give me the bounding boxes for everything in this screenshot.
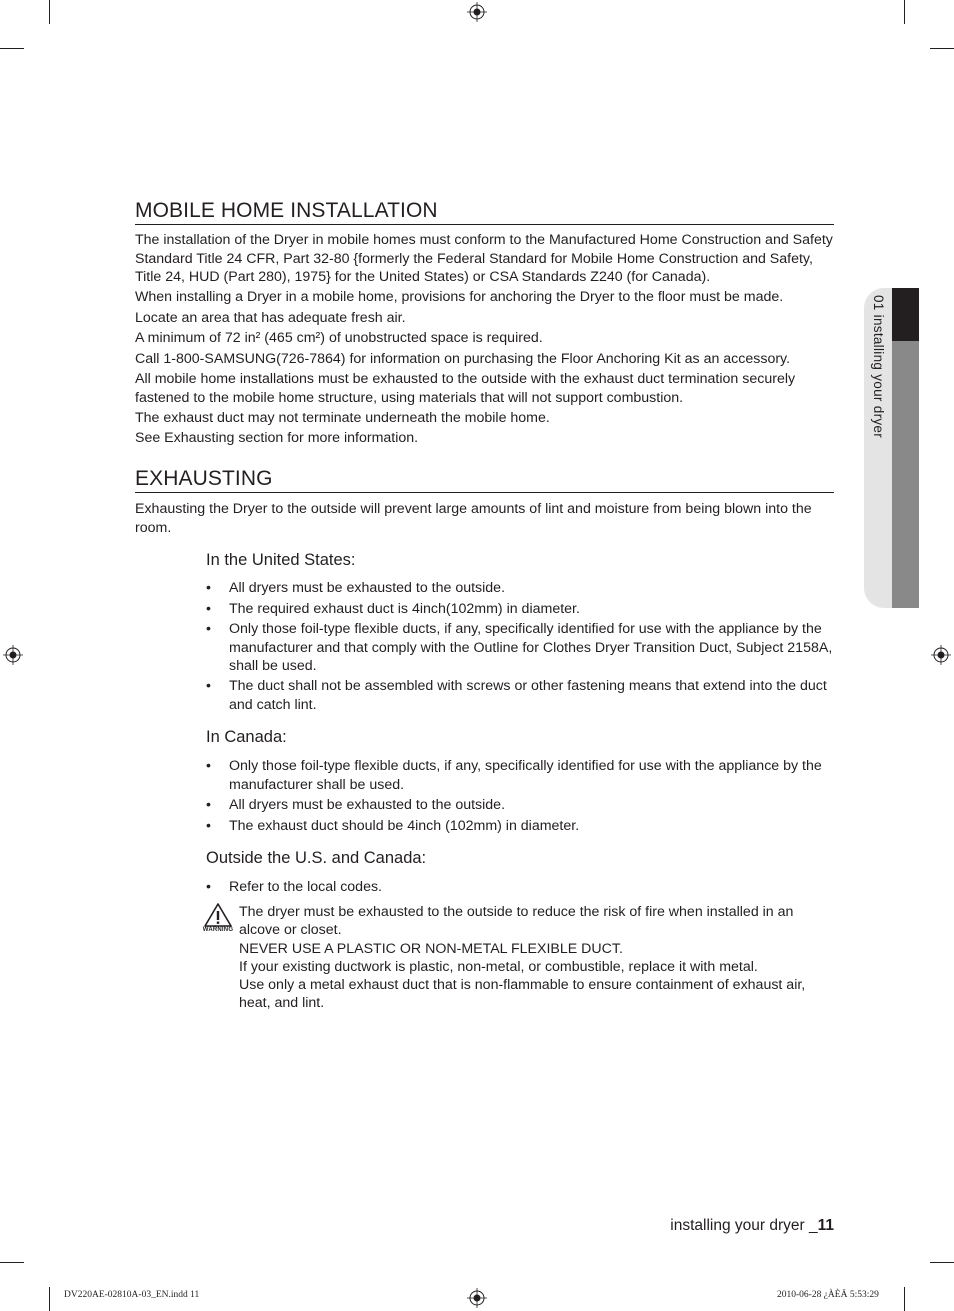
list-item-text: The exhaust duct should be 4inch (102mm) in diameter. bbox=[229, 818, 580, 834]
list-item bbox=[206, 796, 836, 815]
list-item-text: All dryers must be exhausted to the outside. bbox=[229, 797, 506, 813]
list-item bbox=[206, 620, 836, 676]
registration-mark-icon bbox=[931, 645, 951, 665]
list-item bbox=[206, 600, 836, 619]
footer-text: installing your dryer _ bbox=[670, 1217, 818, 1234]
list-item-text: Only those foil-type flexible ducts, if any, specifically identified for use with the appliance by the manufacturer and that comply with the Outline for Clothes Dryer Transition Duct, Subject 2158A, shall be used. bbox=[229, 621, 833, 674]
paragraph: A minimum of 72 in² (465 cm²) of unobstructed space is required. bbox=[135, 330, 543, 346]
list-item bbox=[206, 757, 836, 794]
exhausting-intro: Exhausting the Dryer to the outside will prevent large amounts of lint and moisture from being blown into the room. bbox=[135, 501, 812, 536]
list-item bbox=[206, 817, 836, 836]
registration-mark-icon bbox=[467, 2, 487, 22]
subheading-canada: In Canada: bbox=[206, 728, 287, 746]
warning-text bbox=[239, 903, 835, 1013]
paragraph: The exhaust duct may not terminate underneath the mobile home. bbox=[135, 410, 550, 426]
list-item bbox=[206, 878, 836, 897]
paragraph: Locate an area that has adequate fresh air. bbox=[135, 310, 406, 326]
warning-line: NEVER USE A PLASTIC OR NON-METAL FLEXIBLE DUCT. bbox=[239, 940, 623, 957]
paragraph: The installation of the Dryer in mobile homes must conform to the Manufactured Home Construction and Safety Standard Title 24 CFR, Part 32-80 {formerly the Federal Standard for Mobile Home Construction and Safety, Title 24, HUD (Part 280), 1975} for the United States) or CSA Standards Z240 (for Canada). bbox=[135, 232, 833, 285]
crop-mark bbox=[930, 48, 954, 49]
warning-triangle-icon bbox=[200, 903, 236, 927]
list-item bbox=[206, 677, 836, 714]
page-footer bbox=[560, 1216, 834, 1236]
registration-mark-icon bbox=[3, 645, 23, 665]
crop-mark bbox=[904, 0, 905, 24]
bullet: • bbox=[206, 621, 211, 637]
list-item-text: The required exhaust duct is 4inch(102mm) in diameter. bbox=[229, 601, 580, 617]
list-item-text: Refer to the local codes. bbox=[229, 879, 382, 895]
crop-mark bbox=[930, 1262, 954, 1263]
crop-mark bbox=[49, 1287, 50, 1311]
subheading-outside: Outside the U.S. and Canada: bbox=[206, 849, 427, 867]
chapter-tab-bar bbox=[892, 341, 919, 608]
section-title-mobile-home: MOBILE HOME INSTALLATION bbox=[135, 199, 834, 225]
crop-mark bbox=[0, 48, 24, 49]
paragraph: When installing a Dryer in a mobile home, provisions for anchoring the Dryer to the floor must be made. bbox=[135, 289, 784, 305]
bullet: • bbox=[206, 797, 211, 813]
paragraph: All mobile home installations must be exhausted to the outside with the exhaust duct termination securely fastened to the mobile home structure, using materials that will not support combustion. bbox=[135, 371, 796, 406]
bullet: • bbox=[206, 879, 211, 895]
page-number: 11 bbox=[817, 1217, 834, 1234]
warning-icon bbox=[200, 903, 236, 937]
warning-line: The dryer must be exhausted to the outside to reduce the risk of fire when installed in an alcove or closet. bbox=[239, 904, 794, 939]
warning-line: Use only a metal exhaust duct that is non-flammable to ensure containment of exhaust air, heat, and lint. bbox=[239, 977, 806, 1012]
print-slug-file: DV220AE-02810A-03_EN.indd 11 bbox=[64, 1290, 200, 1300]
list-item-text: Only those foil-type flexible ducts, if any, specifically identified for use with the appliance by the manufacturer shall be used. bbox=[229, 758, 822, 793]
bullet: • bbox=[206, 580, 211, 596]
crop-mark bbox=[0, 1262, 24, 1263]
list-item bbox=[206, 579, 836, 598]
bullet: • bbox=[206, 678, 211, 694]
bullet: • bbox=[206, 758, 211, 774]
section-title-exhausting: EXHAUSTING bbox=[135, 467, 834, 493]
print-slug-date: 2010-06-28 ¿ÀÈÄ 5:53:29 bbox=[777, 1290, 879, 1300]
bullet: • bbox=[206, 601, 211, 617]
paragraph: Call 1-800-SAMSUNG(726-7864) for information on purchasing the Floor Anchoring Kit as an accessory. bbox=[135, 351, 791, 367]
subheading-us: In the United States: bbox=[206, 551, 356, 569]
list-item-text: The duct shall not be assembled with screws or other fastening means that extend into the duct and catch lint. bbox=[229, 678, 827, 713]
crop-mark bbox=[904, 1287, 905, 1311]
warning-label: WARNING bbox=[202, 927, 234, 933]
list-item-text: All dryers must be exhausted to the outside. bbox=[229, 580, 506, 596]
registration-mark-icon bbox=[467, 1288, 487, 1308]
crop-mark bbox=[49, 0, 50, 24]
paragraph: See Exhausting section for more information. bbox=[135, 430, 419, 446]
chapter-tab-marker bbox=[892, 288, 919, 341]
chapter-tab-label: 01 installing your dryer bbox=[871, 295, 886, 439]
bullet: • bbox=[206, 818, 211, 834]
warning-line: If your existing ductwork is plastic, non-metal, or combustible, replace it with metal. bbox=[239, 958, 758, 975]
